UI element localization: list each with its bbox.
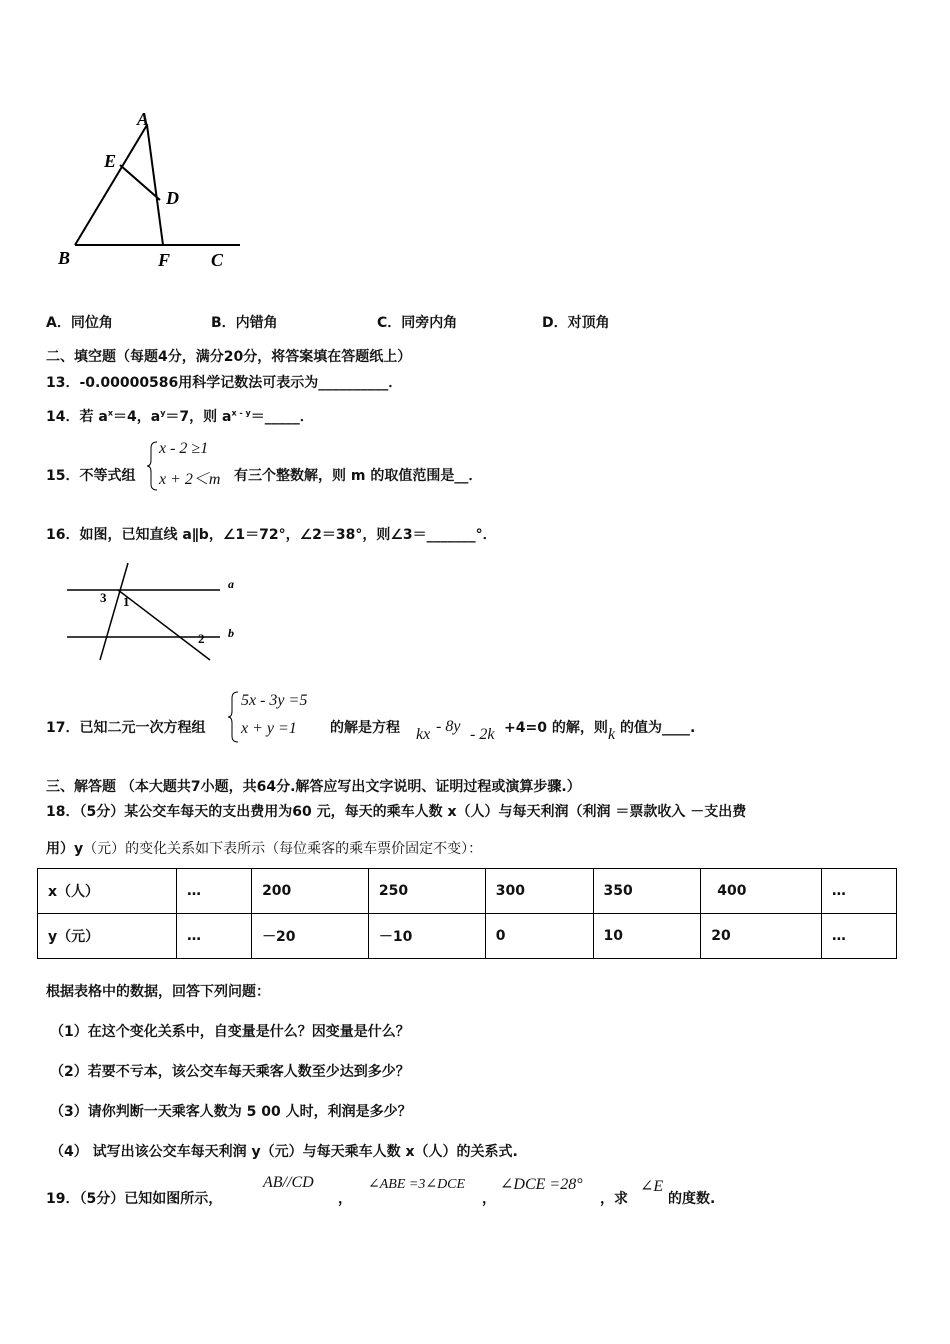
question-19-prefix: 19．（5分）已知如图所示， [46,1191,223,1207]
q19-formula-2: ∠ABE =3∠DCE [368,1177,466,1192]
table-row: x（人） … 200 250 300 350 400 … [38,869,897,914]
label-b: b [228,626,234,640]
q17-k: k [608,726,616,743]
q19-comma-1: ， [338,1191,352,1207]
question-15-prefix: 15．不等式组 [46,468,136,484]
label-E: E [104,151,117,171]
question-16: 16．如图，已知直线 a∥b，∠1＝72°，∠2＝38°，则∠3＝_______°． [46,527,497,543]
question-15-suffix: 有三个整数解，则 m 的取值范围是__． [234,468,483,484]
q17-brace [228,692,238,742]
q17-suffix: 的值为____. [620,720,696,736]
option-d: D．对顶角 [542,315,610,331]
q17-term-8y: - 8y [436,718,461,735]
label-F: F [158,250,171,270]
q15-brace [147,442,157,490]
q19-formula-1: AB//CD [263,1174,314,1191]
q18-intro: 根据表格中的数据，回答下列问题： [46,984,270,1000]
label-2: 2 [198,631,205,646]
q19-suffix: 的度数. [668,1191,716,1207]
label-1: 1 [123,594,130,609]
table-row: y（元） … －20 －10 0 10 20 … [38,914,897,959]
q15-ineq-1: x - 2 ≥1 [159,440,209,457]
q19-formula-4: ∠E [640,1178,664,1195]
q17-term-2k: - 2k [470,726,495,743]
q19-formula-3: ∠DCE =28° [500,1176,583,1193]
q18-part-1: （1）在这个变化关系中，自变量是什么？因变量是什么？ [50,1024,410,1040]
section-2-heading: 二、填空题（每题4分，满分20分，将答案填在答题纸上） [46,349,412,365]
option-b: B．内错角 [211,315,278,331]
q17-term-kx: kx [416,726,431,743]
q17-eq-tail: +4=0 的解，则 [504,720,608,736]
label-a: a [228,577,234,591]
q15-ineq-2: x + 2＜m [159,471,221,488]
question-18-line1: 18．（5分）某公交车每天的支出费用为60 元，每天的乘车人数 x（人）与每天利润（利润 ＝票款收入 －支出费 [46,804,747,820]
q17-eq-1: 5x - 3y =5 [241,692,308,709]
section-3-heading: 三、解答题 （本大题共7小题，共64分.解答应写出文字说明、证明过程或演算步骤.） [46,779,581,795]
q17-eq-2: x + y =1 [241,720,297,737]
q18-part-3: （3）请你判断一天乘客人数为 5 00 人时，利润是多少？ [50,1104,412,1120]
question-13: 13．-0.00000586用科学记数法可表示为__________． [46,375,403,391]
label-A: A [137,109,150,129]
option-c: C．同旁内角 [377,315,458,331]
q19-comma-2: ， [482,1191,496,1207]
question-17-prefix: 17．已知二元一次方程组 [46,720,206,736]
q17-mid: 的解是方程 [330,720,400,736]
question-14: 14．若 $a^x=4$，$a^y=7$，则 $a^{x - y}=\_\_\_\_\_$． [46,408,314,425]
data-table [37,868,897,959]
q18-part-4: （4） 试写出该公交车每天利润 y（元）与每天乘车人数 x（人）的关系式. [50,1144,518,1160]
label-D: D [166,188,179,208]
q18-part-2: （2）若要不亏本，该公交车每天乘客人数至少达到多少？ [50,1064,410,1080]
triangle-figure [75,125,240,245]
label-C: C [211,250,224,270]
option-a: A．同位角 [46,315,113,331]
question-18-line2: 用）y（元）的变化关系如下表所示（每位乘客的乘车票价固定不变）： [46,841,483,857]
label-B: B [58,248,71,268]
q19-ask: ，求 [600,1191,628,1207]
label-3: 3 [100,590,107,605]
